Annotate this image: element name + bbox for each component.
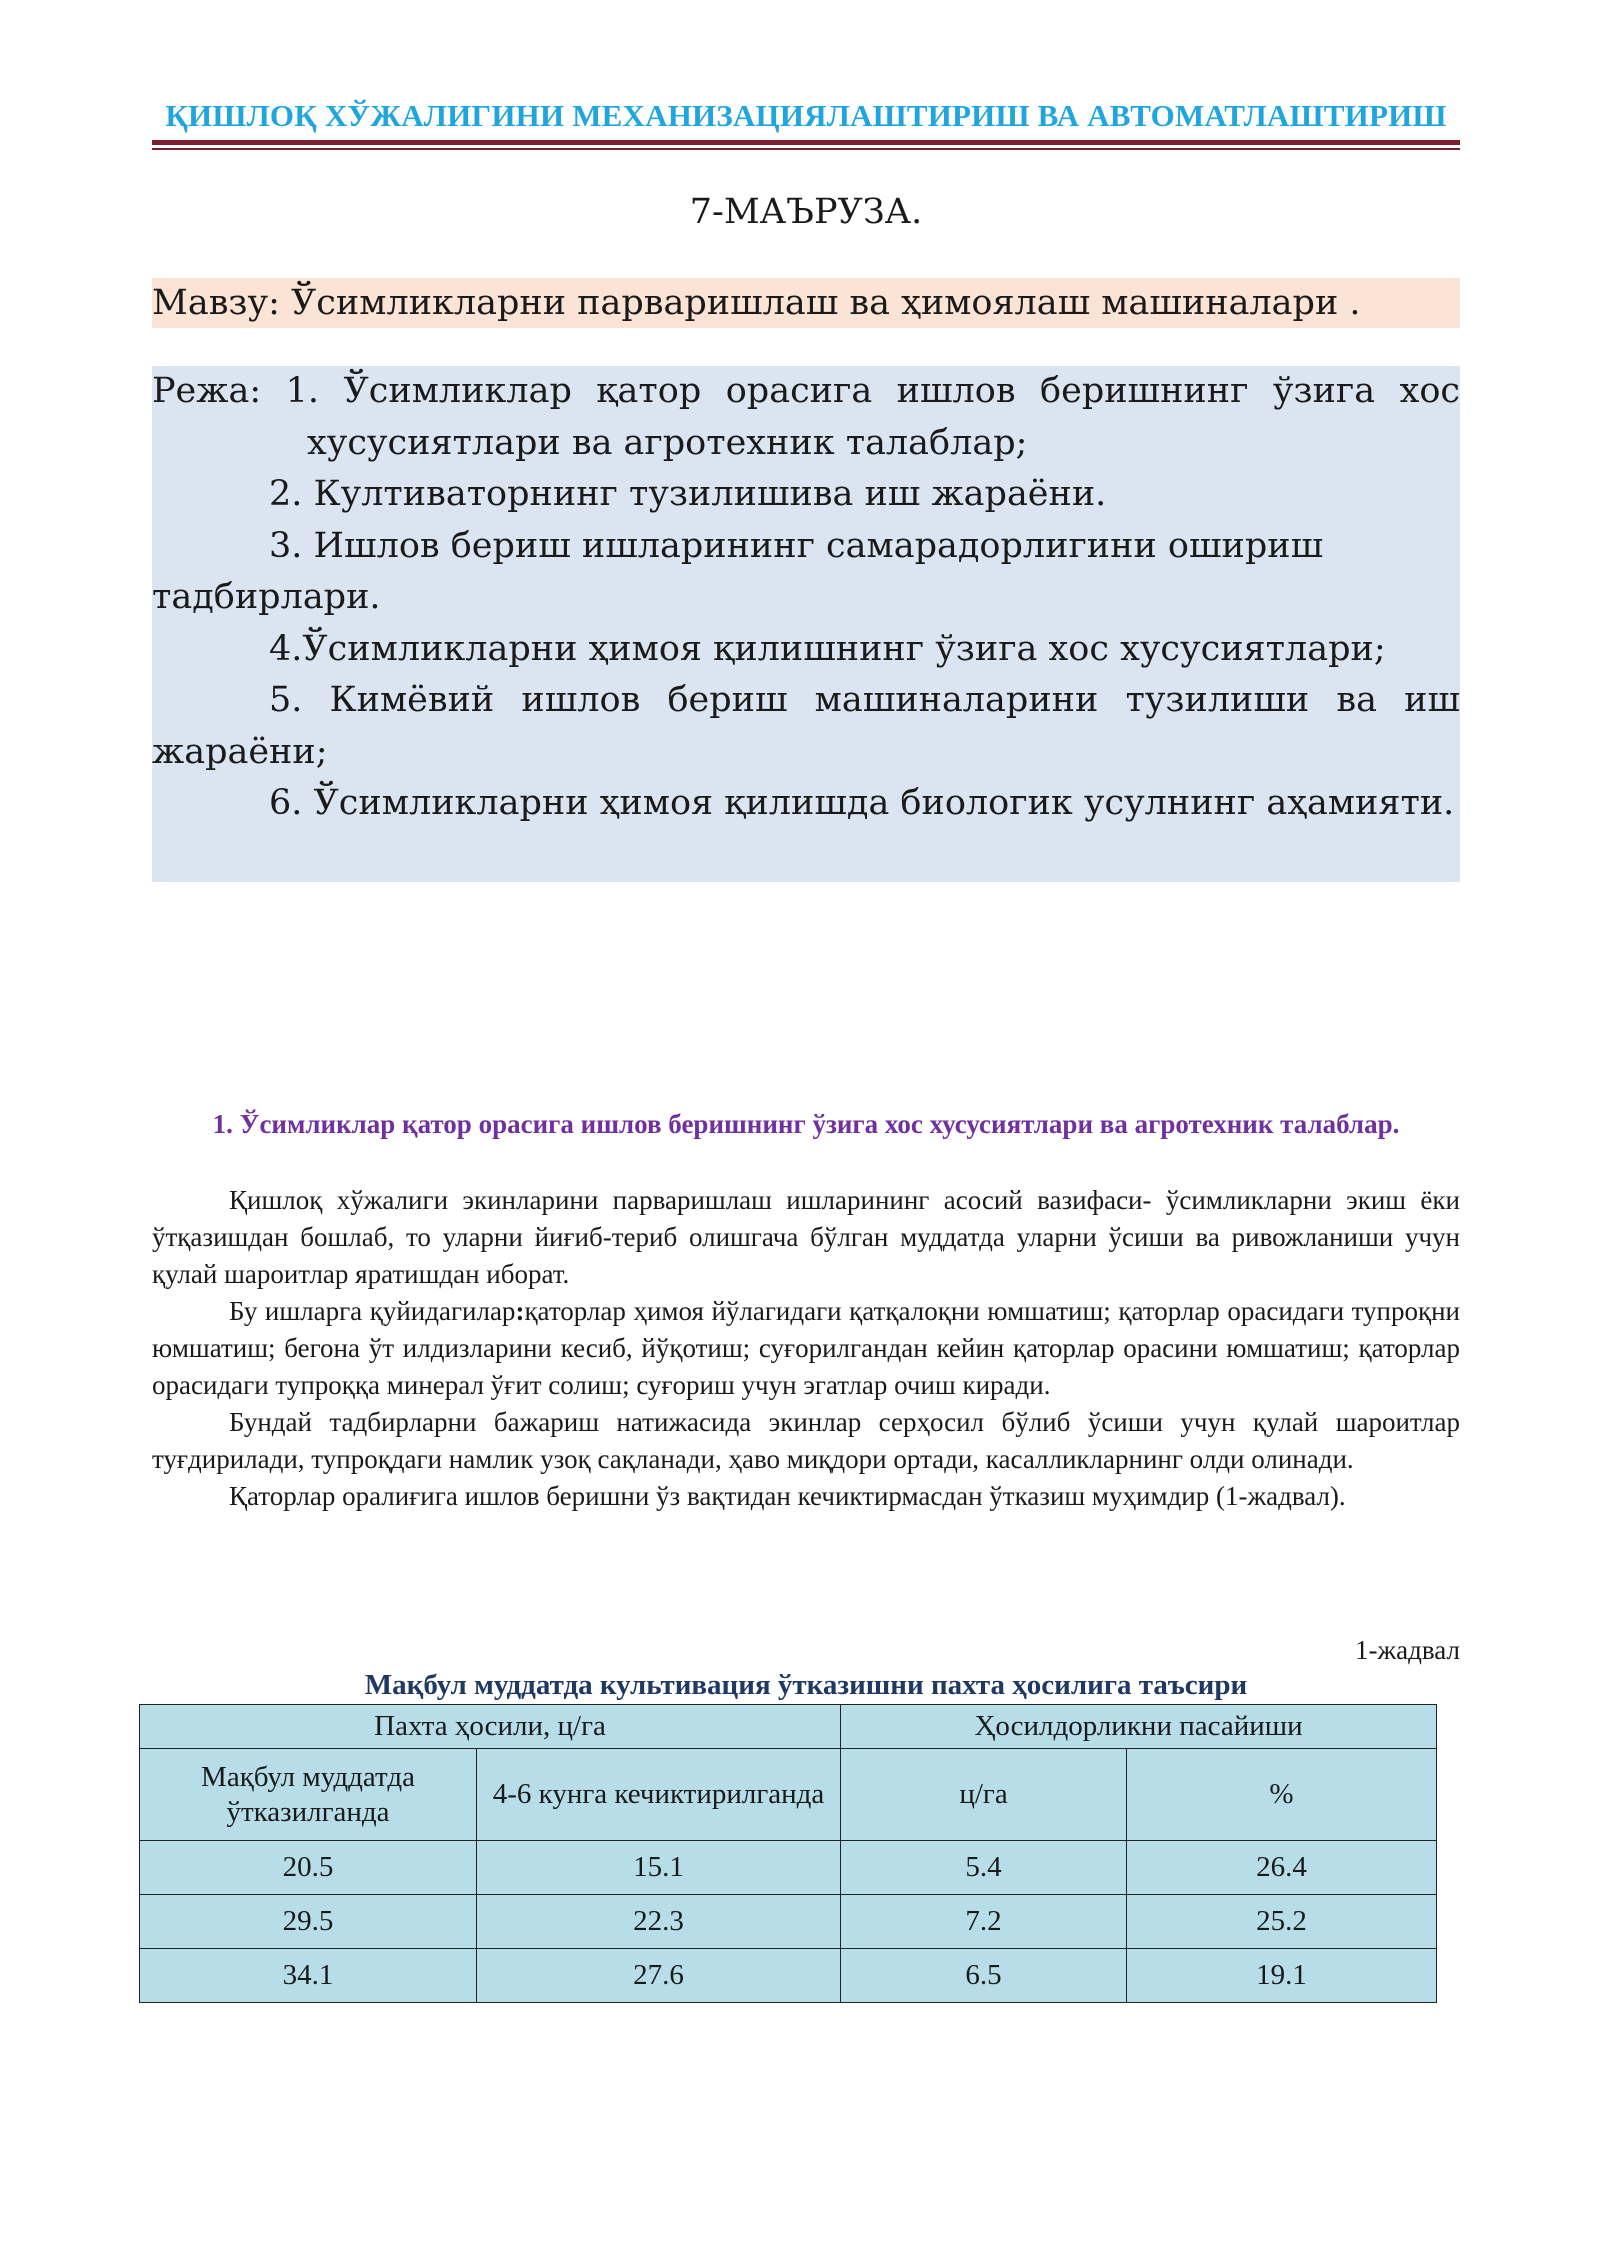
table-cell: 22.3: [477, 1895, 841, 1949]
header-rule-thin: [152, 148, 1460, 150]
table-cell: 19.1: [1127, 1949, 1437, 2003]
paragraph-2-lead: Бу ишларга қуйидагилар: [229, 1296, 516, 1326]
table-row: [140, 1895, 1437, 1949]
table-group-header-row: [140, 1705, 1437, 1749]
table-cell: 15.1: [477, 1841, 841, 1895]
plan-item-2: 2. Култиваторнинг тузилишива иш жараёни.: [269, 474, 1107, 514]
running-header: ҚИШЛОҚ ХЎЖАЛИГИНИ МЕХАНИЗАЦИЯЛАШТИРИШ ВА АВТОМАТЛАШТИРИШ: [165, 98, 1447, 133]
group-header-decrease: Ҳосилдорликни пасайиши: [841, 1705, 1437, 1749]
header-optimal-time: Мақбул муддатда ўтказилганда: [140, 1749, 477, 1841]
section-heading: 1. Ўсимликлар қатор орасига ишлов беришнинг ўзига хос хусусиятлари ва агротехник талаблар.: [212, 1109, 1400, 1139]
table-cell: 26.4: [1127, 1841, 1437, 1895]
paragraph-2: [152, 1293, 1460, 1404]
table-row: [140, 1949, 1437, 2003]
table-cell: 27.6: [477, 1949, 841, 2003]
table-label: 1-жадвал: [1355, 1635, 1460, 1665]
table-cell: 5.4: [841, 1841, 1127, 1895]
paragraph-3: Бундай тадбирларни бажариш натижасида экинлар серҳосил бўлиб ўсиши учун қулай шароитлар туғдирилади, тупроқдаги намлик узоқ сақланади, ҳаво миқдори ортади, касалликларнинг олди олинади.: [152, 1407, 1460, 1474]
header-percent: %: [1127, 1749, 1437, 1841]
table-cell: 6.5: [841, 1949, 1127, 2003]
paragraph-2-rest: қаторлар ҳимоя йўлагидаги қатқалоқни юмшатиш; қаторлар орасидаги тупроқни юмшатиш; бегона ўт илдизларини кесиб, йўқотиш; суғорилгандан кейин қаторлар орасини юмшатиш; қаторлар орасидаги тупроққа минерал ўғит солиш; суғориш учун эгатлар очиш киради.: [152, 1296, 1460, 1400]
table-row: [140, 1841, 1437, 1895]
table-cell: 34.1: [140, 1949, 477, 2003]
plan-line-1-cont: хусусиятлари ва агротехник талаблар;: [307, 422, 1028, 463]
paragraph-4: Қаторлар оралиғига ишлов беришни ўз вақтидан кечиктирмасдан ўтказиш муҳимдир (1-жадвал).: [229, 1481, 1346, 1511]
topic-line: Мавзу: Ўсимликларни парваришлаш ва ҳимоялаш машиналари .: [152, 278, 1460, 328]
paragraph-2-colon: :: [515, 1296, 525, 1326]
table-cell: 7.2: [841, 1895, 1127, 1949]
data-table: [139, 1704, 1437, 2003]
header-rule-thick: [152, 140, 1460, 145]
table-cell: 20.5: [140, 1841, 477, 1895]
lecture-title: 7-МАЪРУЗА.: [689, 192, 923, 232]
table-cell: 29.5: [140, 1895, 477, 1949]
lecture-plan: [152, 366, 1460, 882]
table-cell: 25.2: [1127, 1895, 1437, 1949]
plan-item-5: 5. Кимёвий ишлов бериш машиналарини тузилиши ва иш жараёни;: [152, 680, 1460, 772]
plan-item-3: 3. Ишлов бериш ишларининг самарадорлигини ошириш тадбирлари.: [152, 525, 1324, 617]
group-header-yield: Пахта ҳосили, ц/га: [140, 1705, 841, 1749]
table-header-row: [140, 1749, 1437, 1841]
header-cwt-per-ha: ц/га: [841, 1749, 1127, 1841]
table-title: Мақбул муддатда культивация ўтказишни пахта ҳосилига таъсири: [364, 1669, 1248, 1701]
plan-line-1: Режа: 1. Ўсимликлар қатор орасига ишлов беришнинг ўзига хос: [152, 371, 1460, 411]
section-body: [152, 1182, 1460, 1515]
header-delayed: 4-6 кунга кечиктирилганда: [477, 1749, 841, 1841]
paragraph-1: Қишлоқ хўжалиги экинларини парваришлаш ишларининг асосий вазифаси- ўсимликларни экиш ёки ўтқазишдан бошлаб, то уларни йиғиб-териб олишгача бўлган муддатда уларни ўсиши ва ривожланиши учун қулай шароитлар яратишдан иборат.: [152, 1185, 1460, 1289]
plan-item-4: 4.Ўсимликларни ҳимоя қилишнинг ўзига хос хусусиятлари;: [269, 628, 1386, 669]
plan-item-6: 6. Ўсимликларни ҳимоя қилишда биологик усулнинг аҳамияти.: [269, 783, 1455, 823]
